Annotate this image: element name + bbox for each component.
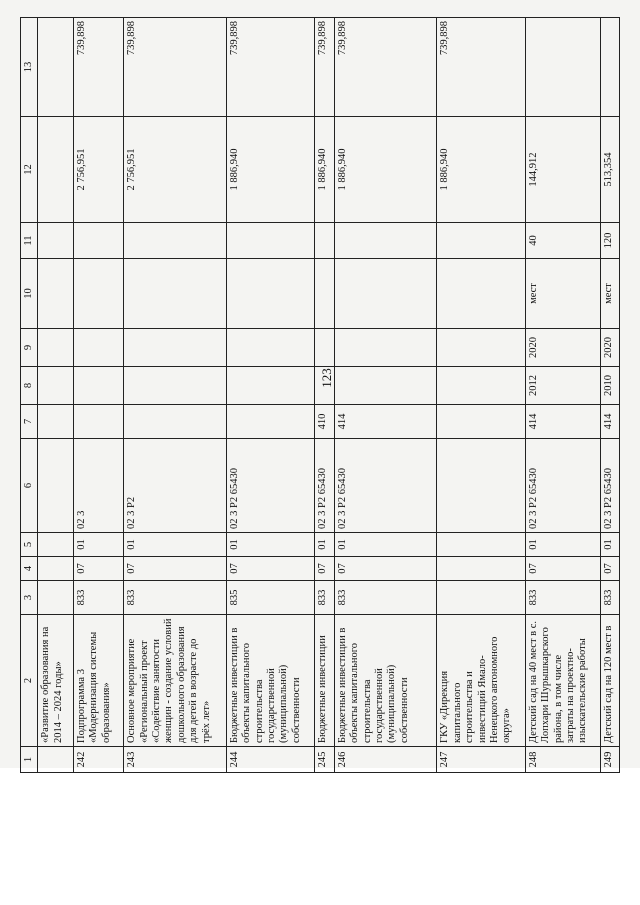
cell-c5: 01 xyxy=(600,533,619,557)
col-header: 3 xyxy=(21,581,38,615)
cell-name: Бюджетные инвестиции xyxy=(315,615,334,747)
col-header: 10 xyxy=(21,259,38,329)
table-row xyxy=(74,18,124,773)
cell-c9 xyxy=(315,329,334,367)
page-number: 123 xyxy=(319,368,334,388)
budget-table xyxy=(20,17,620,773)
cell-c9: 2020 xyxy=(600,329,619,367)
cell-c7 xyxy=(124,405,227,439)
cell-name: Подпрограмма 3 «Модернизация системы образования» xyxy=(74,615,124,747)
cell-name: Детский сад на 40 мест в с. Лопхари Шурышкарского района, в том числе затраты на проектно-изыскательские работы xyxy=(525,615,600,747)
cell-c7: 414 xyxy=(334,405,437,439)
cell-c6: 02 3 P2 65430 xyxy=(525,439,600,533)
table-row xyxy=(315,18,334,773)
cell-c8 xyxy=(124,367,227,405)
cell-c12 xyxy=(38,117,74,223)
cell-c10 xyxy=(226,259,314,329)
col-header: 6 xyxy=(21,439,38,533)
col-header: 12 xyxy=(21,117,38,223)
cell-c3: 835 xyxy=(226,581,314,615)
cell-c3: 833 xyxy=(334,581,437,615)
cell-number: 242 xyxy=(74,747,124,773)
cell-c12: 1 886,940 xyxy=(334,117,437,223)
cell-c7: 414 xyxy=(600,405,619,439)
col-header: 8 xyxy=(21,367,38,405)
cell-c5: 01 xyxy=(334,533,437,557)
cell-c13 xyxy=(525,18,600,117)
cell-c3 xyxy=(38,581,74,615)
cell-c11 xyxy=(315,223,334,259)
cell-c13 xyxy=(38,18,74,117)
cell-c9 xyxy=(226,329,314,367)
cell-c4: 07 xyxy=(334,557,437,581)
cell-c8 xyxy=(334,367,437,405)
cell-c3 xyxy=(437,581,525,615)
cell-c4 xyxy=(38,557,74,581)
col-header: 4 xyxy=(21,557,38,581)
cell-c9 xyxy=(38,329,74,367)
table-row xyxy=(38,18,74,773)
cell-c3: 833 xyxy=(525,581,600,615)
cell-name: Детский сад на 120 мест в xyxy=(600,615,619,747)
table-row xyxy=(334,18,437,773)
col-header: 9 xyxy=(21,329,38,367)
cell-c7 xyxy=(38,405,74,439)
table-row xyxy=(600,18,619,773)
cell-c13 xyxy=(600,18,619,117)
cell-number: 246 xyxy=(334,747,437,773)
cell-number: 244 xyxy=(226,747,314,773)
cell-c10: мест xyxy=(600,259,619,329)
cell-c12: 2 756,951 xyxy=(124,117,227,223)
col-header: 5 xyxy=(21,533,38,557)
cell-c11 xyxy=(226,223,314,259)
cell-c5: 01 xyxy=(226,533,314,557)
col-header: 2 xyxy=(21,615,38,747)
cell-c11 xyxy=(124,223,227,259)
cell-c13: 739,898 xyxy=(124,18,227,117)
col-header: 1 xyxy=(21,747,38,773)
cell-c11: 40 xyxy=(525,223,600,259)
cell-c12: 144,912 xyxy=(525,117,600,223)
cell-c9: 2020 xyxy=(525,329,600,367)
cell-c8: 2012 xyxy=(525,367,600,405)
cell-c7: 410 xyxy=(315,405,334,439)
cell-c5: 01 xyxy=(124,533,227,557)
cell-c6: 02 3 P2 65430 xyxy=(334,439,437,533)
cell-c11 xyxy=(437,223,525,259)
cell-c8: 2010 xyxy=(600,367,619,405)
cell-c13: 739,898 xyxy=(437,18,525,117)
cell-c11 xyxy=(38,223,74,259)
cell-c8 xyxy=(38,367,74,405)
cell-number: 248 xyxy=(525,747,600,773)
cell-number xyxy=(38,747,74,773)
cell-c12: 513,354 xyxy=(600,117,619,223)
cell-c10 xyxy=(38,259,74,329)
cell-c5: 01 xyxy=(315,533,334,557)
cell-c13: 739,898 xyxy=(334,18,437,117)
header-row xyxy=(21,18,38,773)
cell-c10: мест xyxy=(525,259,600,329)
cell-c6: 02 3 P2 xyxy=(124,439,227,533)
cell-number: 249 xyxy=(600,747,619,773)
cell-number: 243 xyxy=(124,747,227,773)
col-header: 11 xyxy=(21,223,38,259)
cell-c10 xyxy=(334,259,437,329)
cell-c6: 02 3 P2 65430 xyxy=(226,439,314,533)
cell-c12: 1 886,940 xyxy=(315,117,334,223)
cell-c12: 1 886,940 xyxy=(437,117,525,223)
cell-c5: 01 xyxy=(525,533,600,557)
cell-name: Бюджетные инвестиции в объекты капитального строительства государственной (муниципальной) собственности xyxy=(334,615,437,747)
table-row xyxy=(525,18,600,773)
rotated-table-container xyxy=(20,18,620,773)
cell-c4: 07 xyxy=(74,557,124,581)
cell-c7 xyxy=(74,405,124,439)
cell-c8 xyxy=(226,367,314,405)
cell-c4: 07 xyxy=(315,557,334,581)
cell-name: Основное мероприятие «Региональный проект «Содействие занятости женщин - создание условий дошкольного образования для детей в возрасте до трёх лет» xyxy=(124,615,227,747)
cell-c10 xyxy=(74,259,124,329)
cell-c11 xyxy=(334,223,437,259)
cell-c7 xyxy=(437,405,525,439)
table-row xyxy=(124,18,227,773)
cell-c8 xyxy=(315,367,334,405)
cell-c13: 739,898 xyxy=(315,18,334,117)
cell-c3: 833 xyxy=(600,581,619,615)
cell-name: ГКУ «Дирекция капитального строительства и инвестиций Ямало-Ненецкого автономного округа» xyxy=(437,615,525,747)
cell-number: 245 xyxy=(315,747,334,773)
cell-c8 xyxy=(437,367,525,405)
cell-c9 xyxy=(334,329,437,367)
cell-c4: 07 xyxy=(226,557,314,581)
cell-c6: 02 3 P2 65430 xyxy=(600,439,619,533)
cell-c6: 02 3 P2 65430 xyxy=(315,439,334,533)
cell-c6: 02 3 xyxy=(74,439,124,533)
cell-name: «Развитие образования на 2014 – 2024 годы» xyxy=(38,615,74,747)
cell-c13: 739,898 xyxy=(74,18,124,117)
cell-c13: 739,898 xyxy=(226,18,314,117)
cell-c10 xyxy=(315,259,334,329)
cell-c9 xyxy=(74,329,124,367)
cell-c4: 07 xyxy=(124,557,227,581)
cell-c5: 01 xyxy=(74,533,124,557)
cell-c4: 07 xyxy=(525,557,600,581)
col-header: 7 xyxy=(21,405,38,439)
cell-name: Бюджетные инвестиции в объекты капитального строительства государственной (муниципальной) собственности xyxy=(226,615,314,747)
cell-c6 xyxy=(38,439,74,533)
cell-c3: 833 xyxy=(124,581,227,615)
col-header: 13 xyxy=(21,18,38,117)
cell-c11: 120 xyxy=(600,223,619,259)
cell-c5 xyxy=(437,533,525,557)
table-row xyxy=(437,18,525,773)
cell-c11 xyxy=(74,223,124,259)
cell-c12: 2 756,951 xyxy=(74,117,124,223)
cell-c9 xyxy=(437,329,525,367)
cell-c3: 833 xyxy=(74,581,124,615)
cell-c6 xyxy=(437,439,525,533)
cell-c9 xyxy=(124,329,227,367)
cell-c3: 833 xyxy=(315,581,334,615)
cell-c12: 1 886,940 xyxy=(226,117,314,223)
cell-c4: 07 xyxy=(600,557,619,581)
cell-c10 xyxy=(124,259,227,329)
cell-c10 xyxy=(437,259,525,329)
cell-c5 xyxy=(38,533,74,557)
cell-number: 247 xyxy=(437,747,525,773)
cell-c4 xyxy=(437,557,525,581)
cell-c7: 414 xyxy=(525,405,600,439)
table-row xyxy=(226,18,314,773)
cell-c7 xyxy=(226,405,314,439)
cell-c8 xyxy=(74,367,124,405)
